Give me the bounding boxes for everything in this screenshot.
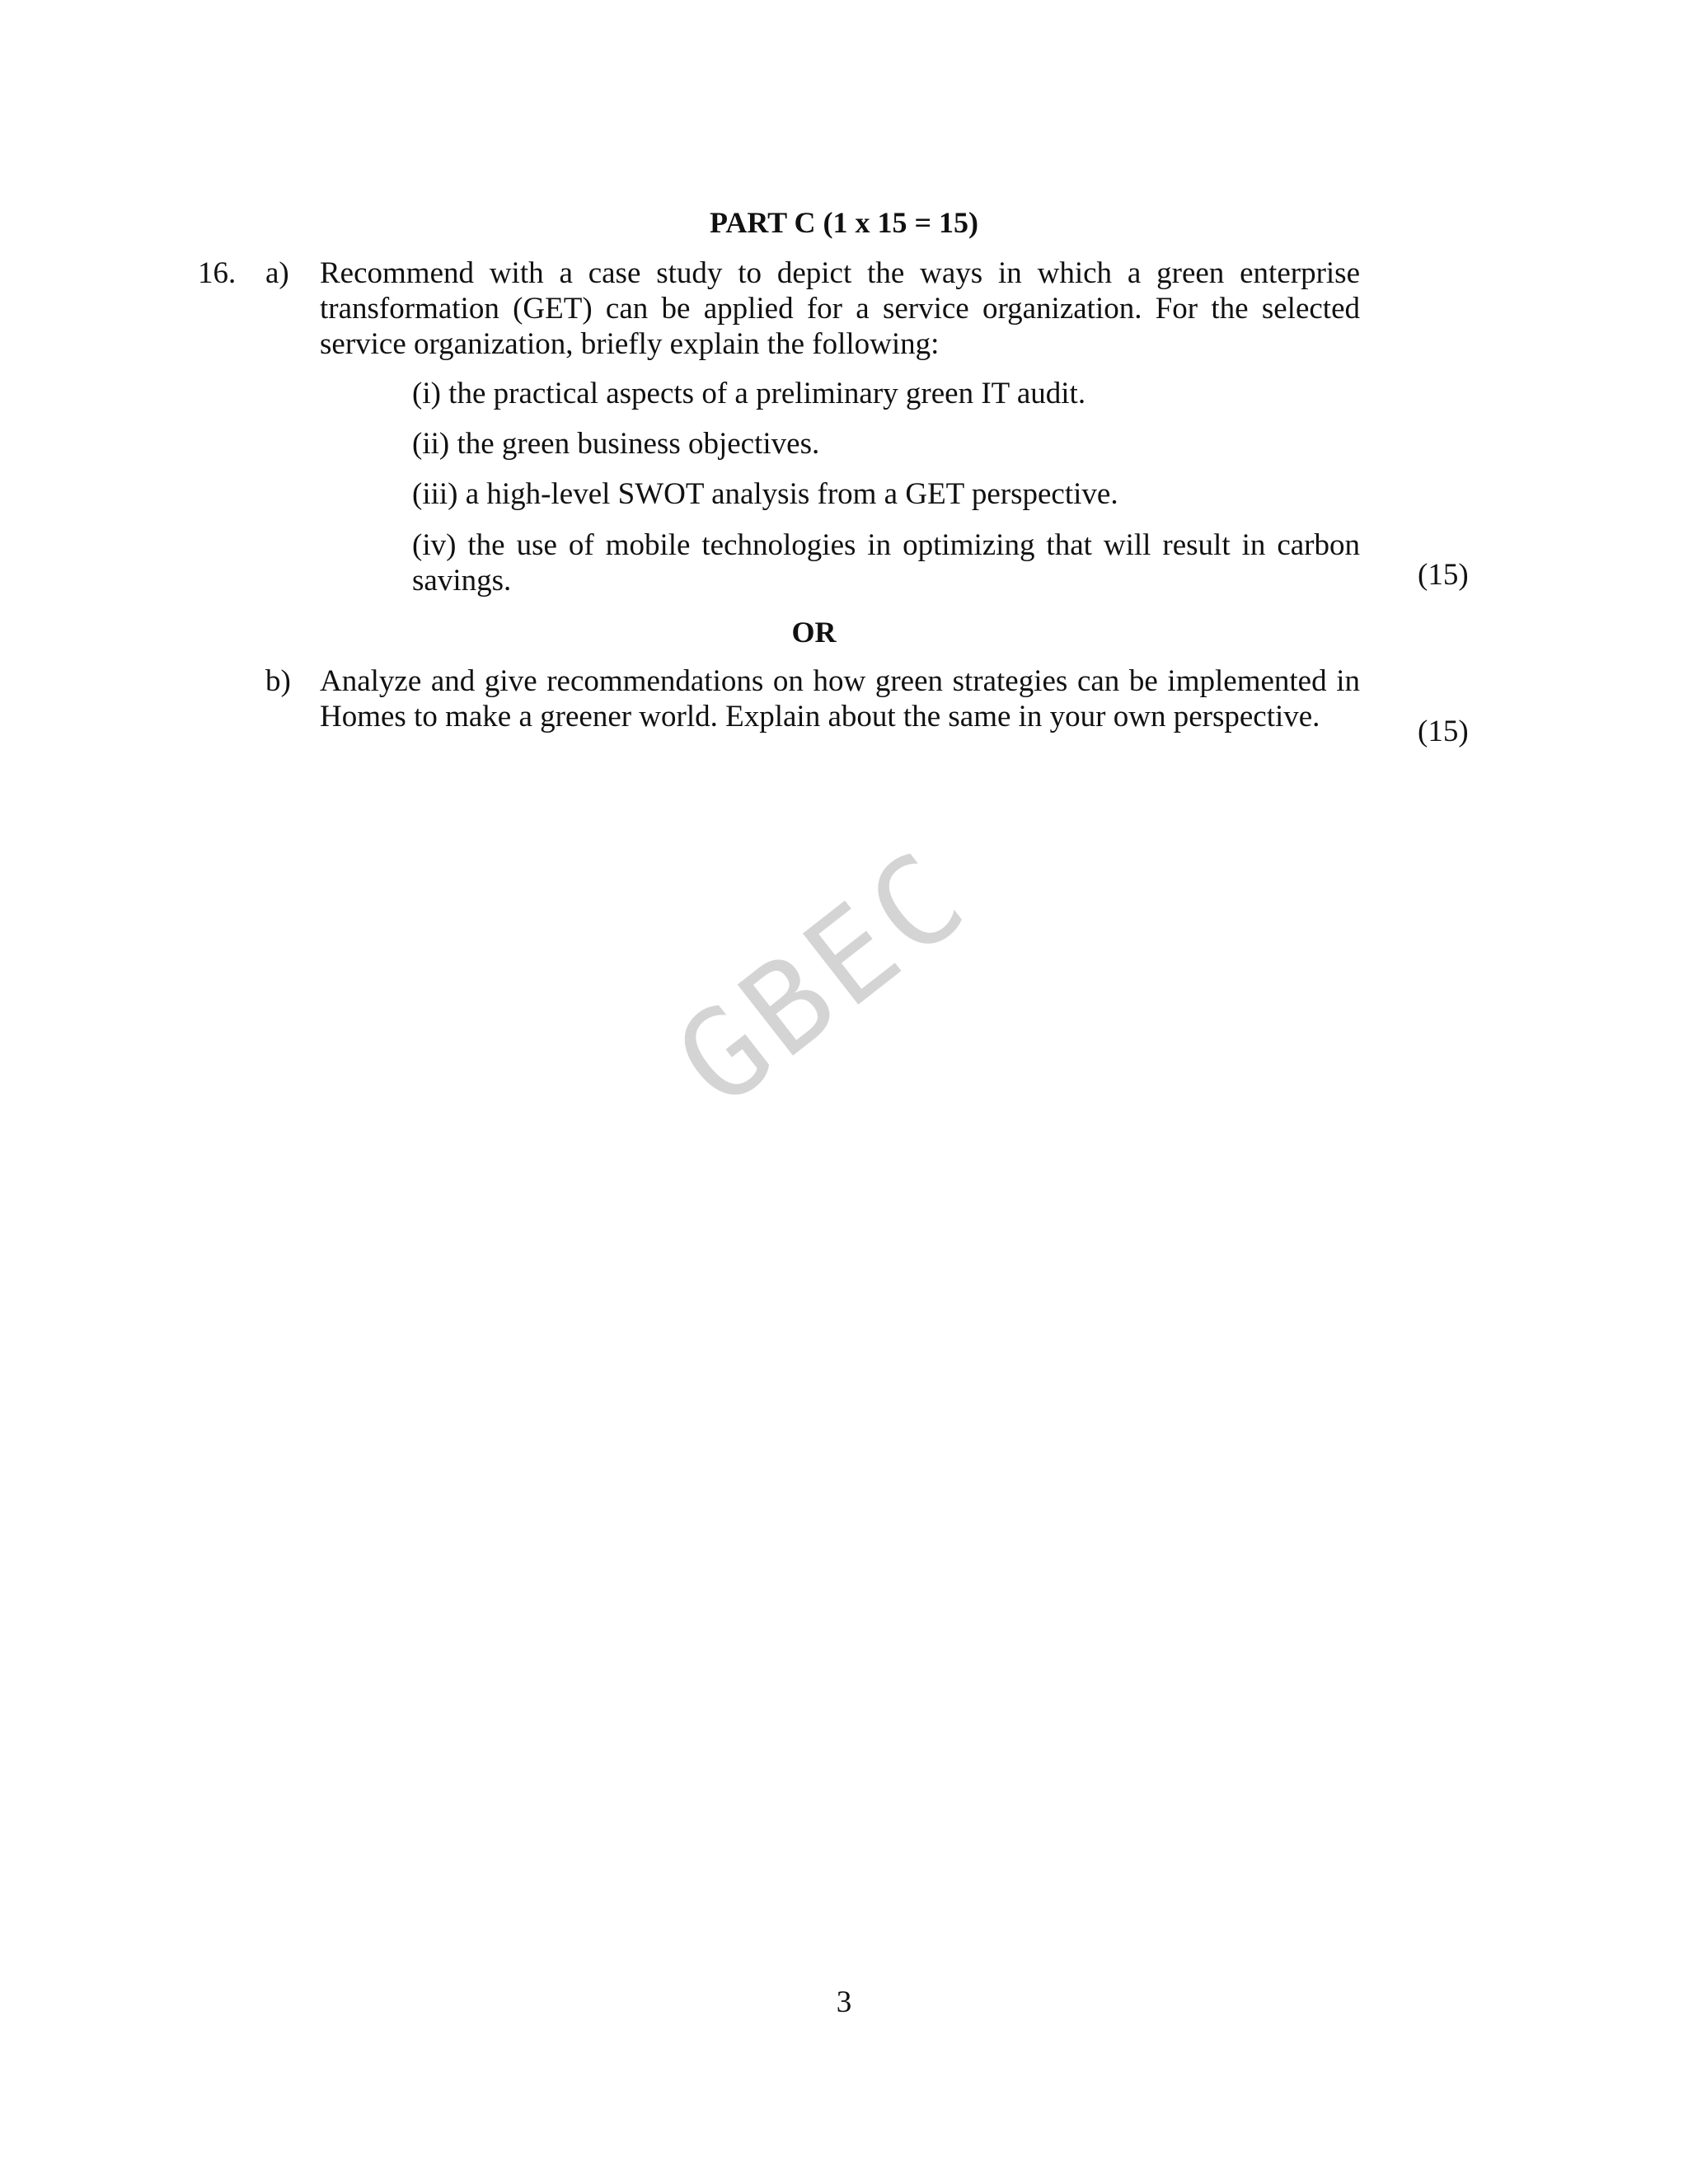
part-a-item-4: (iv) the use of mobile technologies in optimizing that will result in carbon savings. [412,528,1360,598]
part-b-marks: (15) [1418,715,1469,748]
watermark: GBEC [651,822,995,1136]
part-b-label: b) [265,664,291,698]
page-number: 3 [836,1985,852,2019]
part-a-marks: (15) [1418,558,1469,592]
question-number: 16. [198,256,237,290]
part-a-item-3: (iii) a high-level SWOT analysis from a GET perspective. [412,477,1118,511]
section-title: PART C (1 x 15 = 15) [710,206,978,239]
part-a-item-2: (ii) the green business objectives. [412,427,820,461]
part-b-text: Analyze and give recommendations on how green strategies can be implemented in Homes to make a greener world. Explain about the same in your own perspective. [320,664,1360,733]
part-a-item-1: (i) the practical aspects of a preliminary green IT audit. [412,377,1086,410]
part-a-text: Recommend with a case study to depict the ways in which a green enterprise transformation (GET) can be applied for a service organization. For the selected service organization, briefly explain the following: [320,256,1360,361]
or-separator: OR [791,616,837,649]
part-a-label: a) [265,256,289,290]
